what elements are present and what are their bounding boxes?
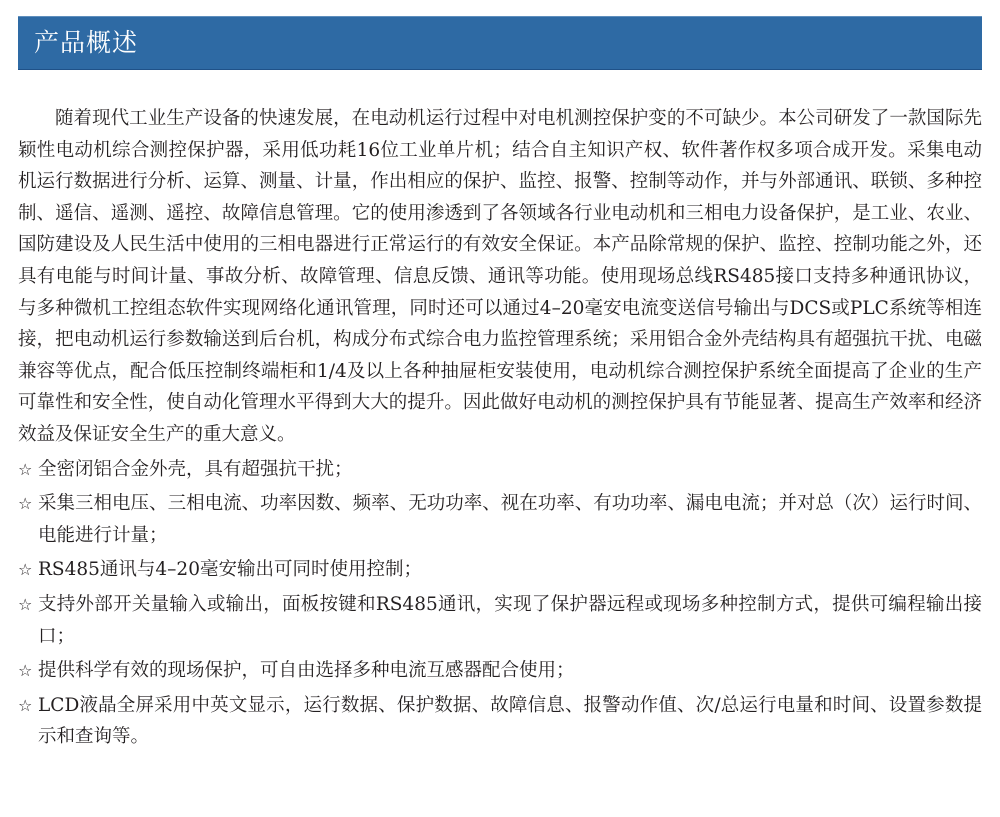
- star-bullet-icon: ☆: [18, 459, 33, 479]
- feature-text: 采集三相电压、三相电流、功率因数、频率、无功功率、视在功率、有功功率、漏电电流；并对总（次）运行时间、电能进行计量；: [38, 493, 982, 546]
- section-header-bar: [18, 16, 982, 70]
- feature-item: [18, 554, 982, 586]
- star-bullet-icon: ☆: [18, 661, 33, 681]
- feature-item: [18, 454, 982, 486]
- star-bullet-icon: ☆: [18, 695, 33, 715]
- feature-text: 支持外部开关量输入或输出，面板按键和RS485通讯，实现了保护器远程或现场多种控制方式，提供可编程输出接口；: [38, 593, 982, 647]
- feature-text: RS485通讯与4–20毫安输出可同时使用控制；: [38, 559, 422, 581]
- feature-text: 提供科学有效的现场保护，可自由选择多种电流互感器配合使用；: [38, 660, 575, 682]
- star-bullet-icon: ☆: [18, 494, 33, 514]
- feature-item: [18, 655, 982, 687]
- feature-text: LCD液晶全屏采用中英文显示，运行数据、保护数据、故障信息、报警动作值、次/总运行电量和时间、设置参数提示和查询等。: [38, 694, 982, 748]
- feature-item: [18, 690, 982, 753]
- product-overview-content: [18, 103, 982, 753]
- feature-list: [18, 454, 982, 753]
- star-bullet-icon: ☆: [18, 560, 33, 580]
- feature-text: 全密闭铝合金外壳，具有超强抗干扰；: [38, 458, 353, 480]
- overview-paragraph: 随着现代工业生产设备的快速发展，在电动机运行过程中对电机测控保护变的不可缺少。本公司研发了一款国际先颖性电动机综合测控保护器，采用低功耗16位工业单片机；结合自主知识产权、软件著作权多项合成开发。采集电动机运行数据进行分析、运算、测量、计量，作出相应的保护、监控、报警、控制等动作，并与外部通讯、联锁、多种控制、遥信、遥测、遥控、故障信息管理。它的使用渗透到了各领域各行业电动机和三相电力设备保护，是工业、农业、国防建设及人民生活中使用的三相电器进行正常运行的有效安全保证。本产品除常规的保护、监控、控制功能之外，还具有电能与时间计量、事故分析、故障管理、信息反馈、通讯等功能。使用现场总线RS485接口支持多种通讯协议，与多种微机工控组态软件实现网络化通讯管理，同时还可以通过4–20毫安电流变送信号输出与DCS或PLC系统等相连接，把电动机运行参数输送到后台机，构成分布式综合电力监控管理系统；采用铝合金外壳结构具有超强抗干扰、电磁兼容等优点，配合低压控制终端柜和1/4及以上各种抽屉柜安装使用，电动机综合测控保护系统全面提高了企业的生产可靠性和安全性，使自动化管理水平得到大大的提升。因此做好电动机的测控保护具有节能显著、提高生产效率和经济效益及保证安全生产的重大意义。: [18, 108, 982, 445]
- star-bullet-icon: ☆: [18, 594, 33, 614]
- section-title: 产品概述: [34, 28, 139, 57]
- feature-item: [18, 488, 982, 551]
- feature-item: [18, 589, 982, 652]
